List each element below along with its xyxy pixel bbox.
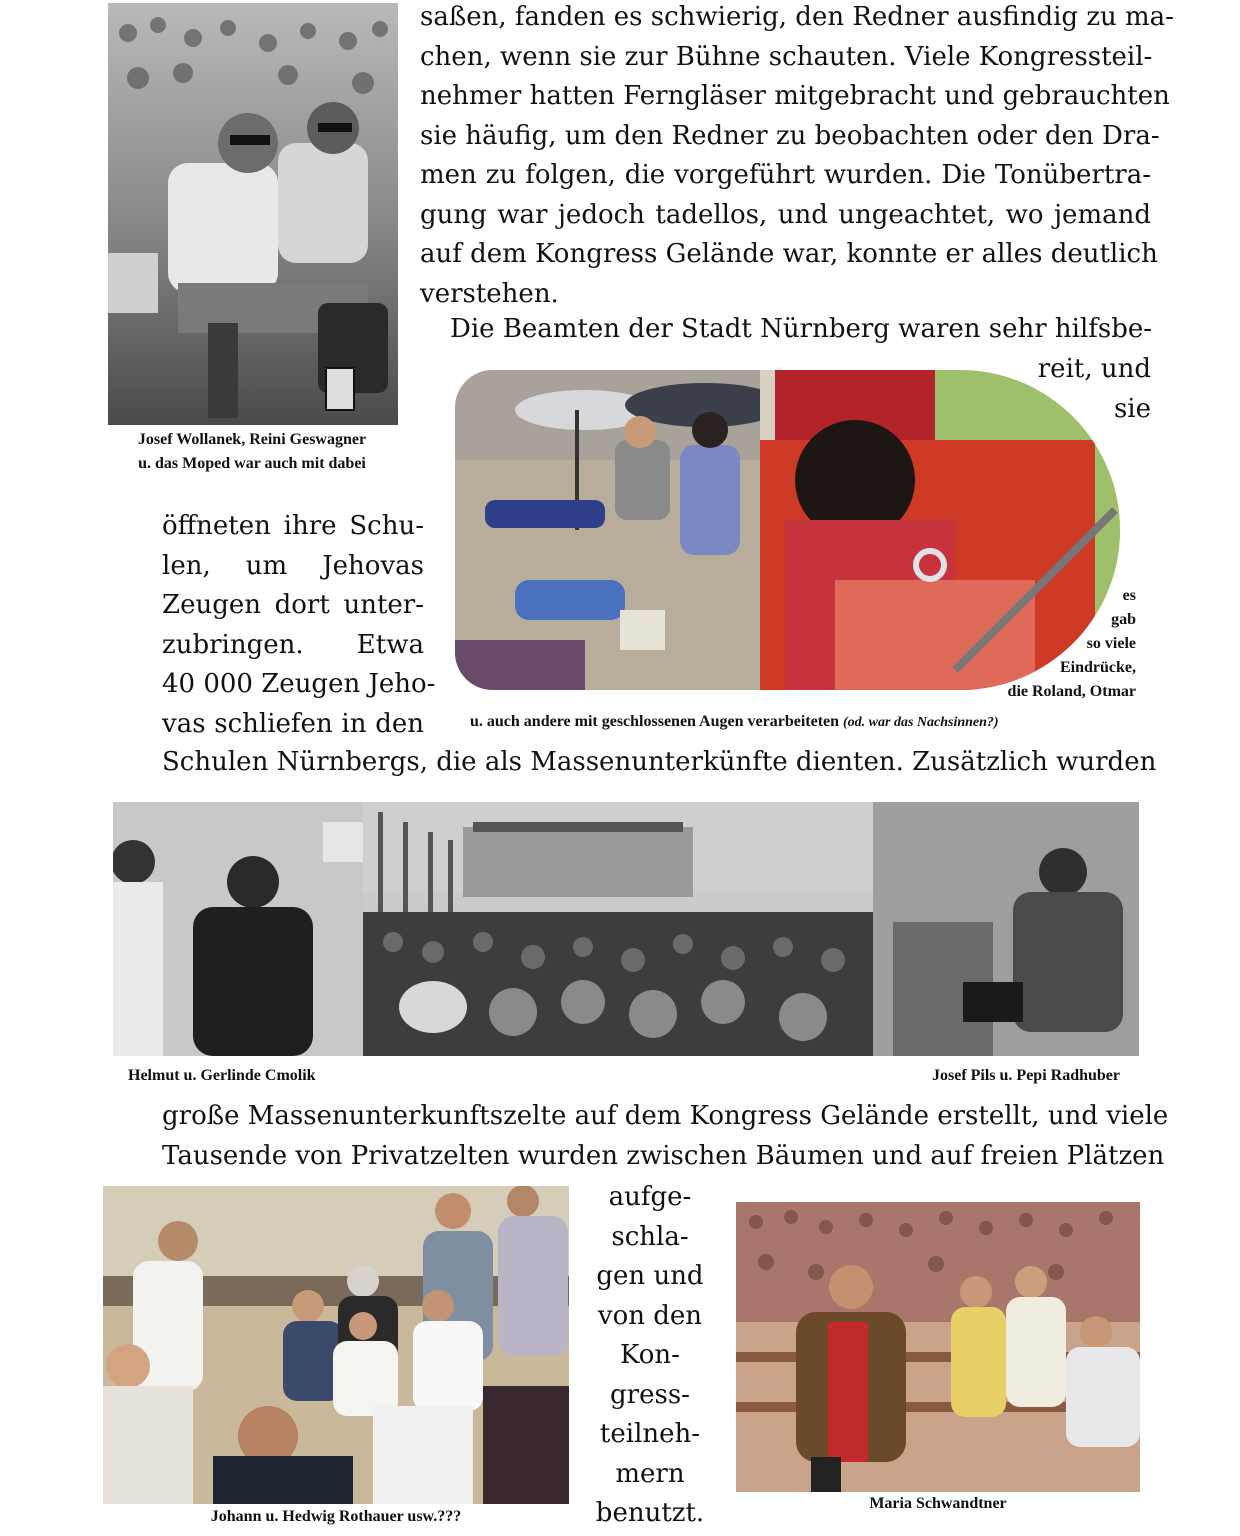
caption-line: u. auch andere mit geschlossenen Augen verarbeiteten: [470, 713, 840, 730]
photo-maria-schwandtner: [736, 1202, 1140, 1492]
caption-photo-2-bottom: [470, 710, 999, 735]
paragraph-2-first-line: [450, 310, 1151, 350]
text-line: len, um Jehovas: [162, 550, 424, 581]
text-line: vas schliefen in den: [162, 708, 424, 739]
text-line: mern: [615, 1458, 685, 1489]
caption-line: gab: [1111, 611, 1136, 628]
caption-line: Johann u. Hedwig Rothauer usw.???: [210, 1508, 462, 1525]
text-line: gung war jedoch tadellos, und ungeachtet, wo jemand: [420, 199, 1151, 230]
text-line: chen, wenn sie zur Bühne schauten. Viele Kongressteil-: [420, 41, 1153, 72]
caption-line: u. das Moped war auch mit dabei: [138, 455, 366, 472]
caption-photo-3-left: [128, 1064, 316, 1088]
caption-line: so viele: [1086, 635, 1136, 652]
text-line: Die Beamten der Stadt Nürnberg waren sehr hilfsbe-: [450, 314, 1153, 344]
paragraph-2-lower: [162, 1097, 1169, 1176]
photo-wollanek-geswagner-moped: [108, 3, 398, 425]
text-line: teilneh-: [599, 1419, 701, 1449]
text-line: sie: [1113, 393, 1151, 424]
text-line: nehmer hatten Ferngläser mitgebracht und gebrauchten: [420, 81, 1170, 111]
caption-line: es: [1122, 587, 1136, 604]
text-line: sie häufig, um den Redner zu beobachten oder den Dra-: [420, 120, 1160, 151]
text-line: Kon-: [620, 1340, 680, 1370]
paragraph-1: [420, 0, 1174, 314]
caption-line: die Roland, Otmar: [1007, 683, 1136, 700]
text-line: reit, und: [1037, 354, 1151, 384]
caption-line: Josef Pils u. Pepi Radhuber: [931, 1067, 1120, 1084]
text-line: 40 000 Zeugen Jeho-: [162, 669, 436, 699]
text-line: aufge-: [608, 1182, 692, 1212]
caption-photo-5: [736, 1492, 1140, 1516]
caption-photo-1: [106, 428, 398, 476]
caption-photo-2-right: [1008, 584, 1136, 704]
paragraph-2-left-lines: [162, 507, 436, 744]
paragraph-2-continuation: [162, 743, 1157, 783]
text-line: benutzt.: [595, 1498, 705, 1528]
text-line: große Massenunterkunftszelte auf dem Kongress Gelände erstellt, und viele: [162, 1101, 1169, 1131]
text-line: gress-: [610, 1379, 690, 1410]
paragraph-2-narrow: [575, 1178, 725, 1534]
caption-line: Eindrücke,: [1059, 659, 1136, 676]
text-line: schla-: [611, 1221, 689, 1252]
text-line: gen und: [596, 1261, 704, 1291]
caption-line: Helmut u. Gerlinde Cmolik: [128, 1067, 316, 1084]
caption-line: Josef Wollanek, Reini Geswagner: [137, 431, 367, 448]
caption-note: (od. war das Nachsinnen?): [843, 715, 999, 730]
text-line: Tausende von Privatzelten wurden zwischen Bäumen und auf freien Plätzen: [162, 1140, 1165, 1171]
text-line: Zeugen dort unter-: [162, 590, 424, 620]
text-line: men zu folgen, die vorgeführt wurden. Die Tonübertra-: [420, 160, 1151, 190]
text-line: auf dem Kongress Gelände war, konnte er alles deutlich: [420, 239, 1158, 269]
text-line: Schulen Nürnbergs, die als Massenunterkünfte dienten. Zusätzlich wurden: [162, 747, 1157, 777]
photo-rothauer-group: [103, 1186, 569, 1504]
caption-photo-4: [103, 1505, 569, 1529]
photo-stadium-panorama: [113, 802, 1139, 1056]
caption-line: Maria Schwandtner: [869, 1495, 1007, 1512]
text-line: verstehen.: [420, 278, 559, 309]
text-line: zubringen. Etwa: [162, 629, 424, 660]
caption-photo-3-right: [932, 1064, 1120, 1088]
text-line: öffneten ihre Schu-: [162, 511, 424, 541]
text-line: saßen, fanden es schwierig, den Redner ausfindig zu ma-: [420, 2, 1174, 32]
text-line: von den: [597, 1300, 703, 1331]
